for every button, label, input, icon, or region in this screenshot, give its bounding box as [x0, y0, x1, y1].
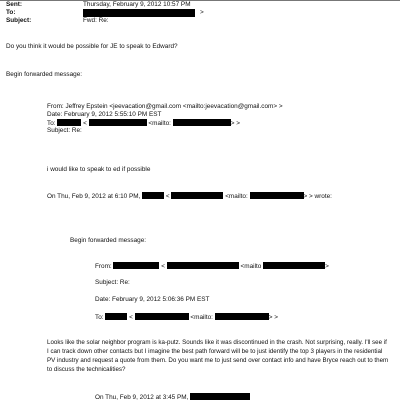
fwd2-subject: Subject: Re: — [95, 279, 130, 286]
redacted-name — [113, 262, 159, 269]
redacted-email — [215, 313, 269, 320]
sent-label: Sent: — [6, 1, 22, 8]
redacted-email — [263, 262, 325, 269]
redacted-name — [190, 393, 250, 400]
fwd1-message: i would like to speak to ed if possible — [47, 166, 151, 173]
bottom-on-start: On Thu, Feb 9, 2012 at 3:45 PM, — [95, 394, 189, 401]
sent-value: Thursday, February 9, 2012 10:57 PM — [83, 1, 191, 8]
fwd1-to-mailto: <mailto: — [148, 120, 171, 127]
fwd1-to-lt: < — [83, 120, 87, 127]
fwd1-on-end: > > wrote: — [303, 193, 332, 200]
solar-paragraph: Looks like the solar neighbor program is ka-putz. Sounds like it was discontinued in the crash. Not surprising, really. I'll see if I can track down other contacts but I imagine the best path forward will be to just identify the top 3 players in the residential PV industry and request a quote from them. Do you want me to just send over contact info and have Bryce reach out to them to discuss the technicalities? — [47, 339, 389, 373]
redacted-name — [142, 192, 164, 199]
fwd2-to-mailto: <mailto: — [190, 314, 213, 321]
fwd1-on-lt: < — [165, 193, 170, 200]
fwd2-from-lt: < — [161, 263, 165, 270]
fwd2-to — [95, 313, 278, 322]
fwd1-subject: Subject: Re: — [47, 127, 82, 134]
fwd2-from — [95, 262, 329, 271]
fwd2-date: Date: February 9, 2012 5:06:36 PM EST — [95, 296, 210, 303]
fwd1-to-label: To: — [47, 120, 56, 127]
fwd1-date: Date: February 9, 2012 5:55:10 PM EST — [47, 111, 162, 118]
header-top-rule — [0, 0, 400, 1]
subject-label: Subject: — [6, 17, 32, 24]
body-question: Do you think it would be possible for JE to speak to Edward? — [6, 43, 178, 50]
redacted-recipient — [83, 9, 195, 17]
fwd2-to-lt: < — [129, 314, 133, 321]
fwd1-on-mailto: <mailto: — [225, 193, 248, 200]
redacted-email — [250, 192, 304, 199]
begin-forwarded-1: Begin forwarded message: — [6, 71, 83, 78]
redacted-email — [89, 119, 147, 126]
fwd1-wrote-line — [47, 192, 332, 201]
redacted-name — [105, 313, 127, 320]
to-suffix: > — [200, 9, 204, 16]
begin-forwarded-2: Begin forwarded message: — [70, 237, 147, 244]
fwd2-to-label: To: — [95, 314, 104, 321]
redacted-email — [135, 313, 189, 320]
fwd2-from-mailto: <mailto — [240, 263, 262, 270]
fwd1-from: From: Jeffrey Epstein <jeevacation@gmail.com <mailto:jeevacation@gmail.com> > — [47, 103, 283, 110]
fwd1-on-start: On Thu, Feb 9, 2012 at 6:10 PM, — [47, 193, 141, 200]
subject-value: Fwd: Re: — [83, 17, 109, 24]
fwd1-to-end: > > — [230, 120, 240, 127]
redacted-email — [173, 119, 231, 126]
fwd2-from-end: > — [325, 263, 329, 270]
fwd2-to-end: > > — [268, 314, 278, 321]
bottom-wrote-line — [95, 393, 250, 402]
fwd2-from-label: From: — [95, 263, 112, 270]
redacted-email — [167, 262, 239, 269]
redacted-name — [57, 119, 81, 126]
redacted-email — [171, 192, 223, 199]
to-label: To: — [6, 9, 16, 16]
